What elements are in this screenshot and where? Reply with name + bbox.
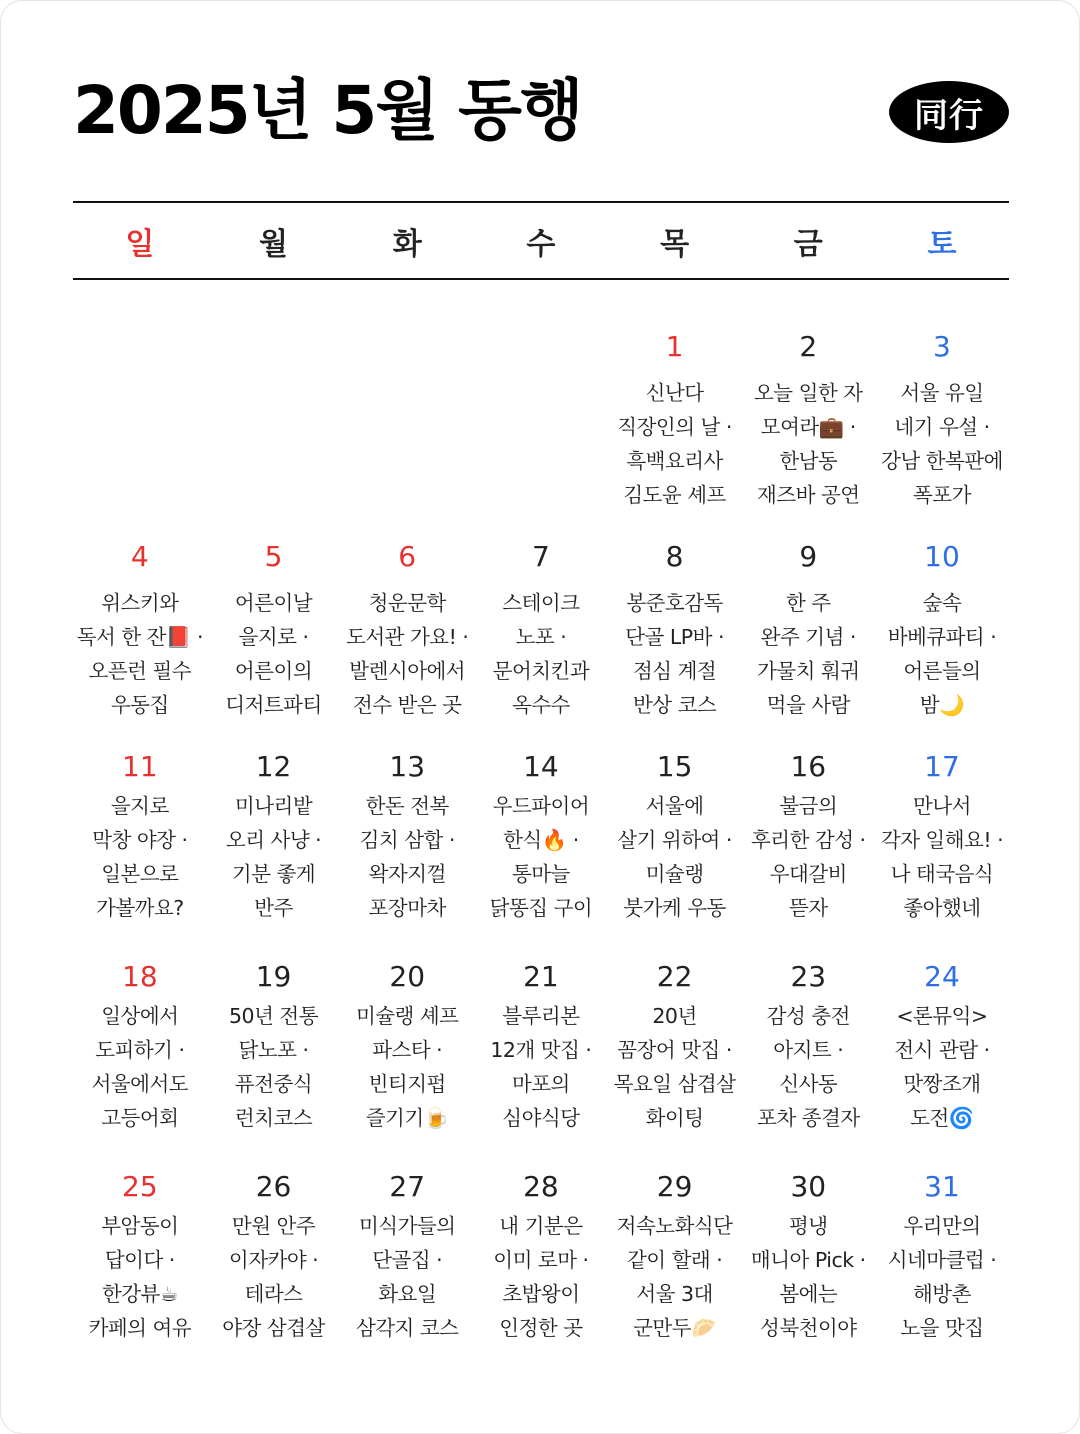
calendar-blank-cell (474, 281, 608, 491)
calendar-day-cell[interactable] (608, 911, 742, 1130)
day-number: 1 (665, 330, 684, 363)
day-events: 평냉 매니아 Pick · 봄에는 성북천이야 (750, 1214, 866, 1340)
day-number: 24 (924, 960, 960, 993)
calendar-day-cell[interactable] (741, 911, 875, 1130)
day-events: 청운문학 도서관 가요! · 발렌시아에서 전수 받은 곳 (346, 591, 469, 717)
day-events: 미식가들의 단골집 · 화요일 삼각지 코스 (355, 1214, 459, 1340)
day-number: 29 (656, 1170, 693, 1203)
day-number: 30 (790, 1170, 827, 1203)
calendar-day-cell[interactable] (340, 491, 474, 717)
day-events: 우리만의 시네마클럽 · 해방촌 노을 맛집 (887, 1214, 997, 1340)
day-events: 20년 꼼장어 맛집 · 목요일 삼겹살 화이팅 (613, 1004, 736, 1130)
day-events: 만원 안주 이자카야 · 테라스 야장 삼겹살 (222, 1214, 325, 1340)
day-events: 신난다 직장인의 날 · 흑백요리사 김도윤 셰프 (617, 381, 732, 507)
day-events: <론뮤익> 전시 관람 · 맛짱조개 도전🌀 (894, 1004, 990, 1130)
day-events: 미나리밭 오리 사냥 · 기분 좋게 반주 (225, 794, 322, 920)
weekday-sun: 일 (125, 226, 155, 262)
day-number: 2 (799, 330, 818, 363)
calendar-day-cell[interactable] (474, 491, 608, 717)
day-events: 부암동이 답이다 · 한강뷰☕ 카페의 여유 (88, 1214, 192, 1340)
weekday-sat: 토 (927, 226, 957, 262)
calendar-day-cell[interactable] (73, 701, 207, 920)
day-events: 미슐랭 셰프 파스타 · 빈티지펍 즐기기🍺 (355, 1004, 459, 1130)
day-events: 내 기분은 이미 로마 · 초밥왕이 인정한 곳 (493, 1214, 589, 1340)
weekday-fri: 금 (793, 226, 823, 262)
calendar-grid (73, 281, 1009, 1340)
day-number: 3 (933, 330, 951, 363)
day-number: 11 (122, 750, 158, 783)
day-number: 18 (122, 960, 158, 993)
calendar-day-cell[interactable] (207, 911, 341, 1130)
calendar-day-cell[interactable] (73, 911, 207, 1130)
day-events: 을지로 막창 야장 · 일본으로 가볼까요? (92, 794, 188, 920)
day-events: 서울 유일 네기 우설 · 강남 한복판에 폭포가 (881, 381, 1003, 507)
day-events: 우드파이어 한식🔥 · 통마늘 닭똥집 구이 (489, 794, 593, 920)
brand-badge: 同行 (889, 81, 1009, 143)
calendar-day-cell[interactable] (741, 281, 875, 507)
calendar-day-cell[interactable] (340, 1121, 474, 1340)
day-events: 숲속 바베큐파티 · 어른들의 밤🌙 (887, 591, 997, 717)
calendar-day-cell[interactable] (207, 491, 341, 717)
page-title: 2025년 5월 동행 (73, 72, 582, 149)
calendar-day-cell[interactable] (741, 701, 875, 920)
day-number: 16 (790, 750, 827, 783)
day-number: 10 (924, 540, 960, 573)
calendar-day-cell[interactable] (608, 1121, 742, 1340)
calendar-day-cell[interactable] (474, 1121, 608, 1340)
day-events: 감성 충전 아지트 · 신사동 포차 종결자 (757, 1004, 860, 1130)
day-number: 19 (255, 960, 292, 993)
calendar-day-cell[interactable] (340, 911, 474, 1130)
day-number: 13 (389, 750, 426, 783)
day-number: 6 (398, 540, 417, 573)
day-events: 만나서 각자 일해요! · 나 태국음식 좋아했네 (880, 794, 1004, 920)
day-events: 블루리본 12개 맛집 · 마포의 심야식당 (490, 1004, 592, 1130)
day-events: 한돈 전복 김치 삼합 · 왁자지껄 포장마차 (359, 794, 455, 920)
day-number: 31 (924, 1170, 960, 1203)
day-events: 일상에서 도피하기 · 서울에서도 고등어회 (91, 1004, 189, 1130)
calendar-day-cell[interactable] (875, 491, 1009, 717)
day-events: 불금의 후리한 감성 · 우대갈비 뜯자 (750, 794, 866, 920)
calendar-day-cell[interactable] (207, 701, 341, 920)
divider-bottom (73, 278, 1009, 280)
calendar-day-cell[interactable] (207, 1121, 341, 1340)
day-events: 위스키와 독서 한 잔📕 · 오픈런 필수 우동집 (76, 591, 203, 717)
calendar-blank-cell (207, 281, 341, 491)
calendar-day-cell[interactable] (608, 491, 742, 717)
day-number: 21 (523, 960, 559, 993)
calendar-day-cell[interactable] (340, 701, 474, 920)
calendar-day-cell[interactable] (608, 281, 742, 507)
calendar-day-cell[interactable] (875, 701, 1009, 920)
day-number: 9 (799, 540, 818, 573)
weekday-header (73, 203, 1009, 278)
day-events: 봉준호감독 단골 LP바 · 점심 계절 반상 코스 (625, 591, 724, 717)
day-number: 27 (389, 1170, 426, 1203)
day-number: 25 (122, 1170, 158, 1203)
day-number: 28 (523, 1170, 559, 1203)
calendar-day-cell[interactable] (474, 701, 608, 920)
calendar-day-cell[interactable] (875, 281, 1009, 507)
day-number: 22 (656, 960, 693, 993)
day-number: 8 (665, 540, 684, 573)
day-number: 20 (389, 960, 426, 993)
day-number: 4 (130, 540, 149, 573)
day-number: 7 (531, 540, 550, 573)
day-number: 5 (264, 540, 283, 573)
calendar-day-cell[interactable] (741, 1121, 875, 1340)
calendar-day-cell[interactable] (474, 911, 608, 1130)
day-events: 스테이크 노포 · 문어치킨과 옥수수 (492, 591, 590, 717)
calendar-day-cell[interactable] (73, 491, 207, 717)
calendar-day-cell[interactable] (875, 911, 1009, 1130)
weekday-thu: 목 (660, 226, 690, 262)
calendar-day-cell[interactable] (741, 491, 875, 717)
calendar-blank-cell (340, 281, 474, 491)
day-number: 15 (656, 750, 693, 783)
weekday-mon: 월 (259, 226, 289, 262)
day-events: 한 주 완주 기념 · 가물치 훠궈 먹을 사람 (757, 591, 860, 717)
day-number: 17 (924, 750, 960, 783)
day-number: 12 (255, 750, 292, 783)
weekday-tue: 화 (392, 226, 422, 262)
day-events: 오늘 일한 자 모여라💼 · 한남동 재즈바 공연 (754, 381, 863, 507)
day-events: 어른이날 을지로 · 어른이의 디저트파티 (225, 591, 322, 717)
day-number: 26 (255, 1170, 292, 1203)
day-events: 저속노화식단 같이 할래 · 서울 3대 군만두🥟 (616, 1214, 733, 1340)
day-number: 23 (790, 960, 827, 993)
calendar-day-cell[interactable] (875, 1121, 1009, 1340)
calendar-day-cell[interactable] (608, 701, 742, 920)
calendar-blank-cell (73, 281, 207, 491)
weekday-wed: 수 (526, 226, 556, 262)
day-number: 14 (523, 750, 559, 783)
calendar-day-cell[interactable] (73, 1121, 207, 1340)
day-events: 50년 전통 닭노포 · 퓨전중식 런치코스 (229, 1004, 319, 1130)
day-events: 서울에 살기 위하여 · 미슐랭 붓가케 우동 (617, 794, 732, 920)
